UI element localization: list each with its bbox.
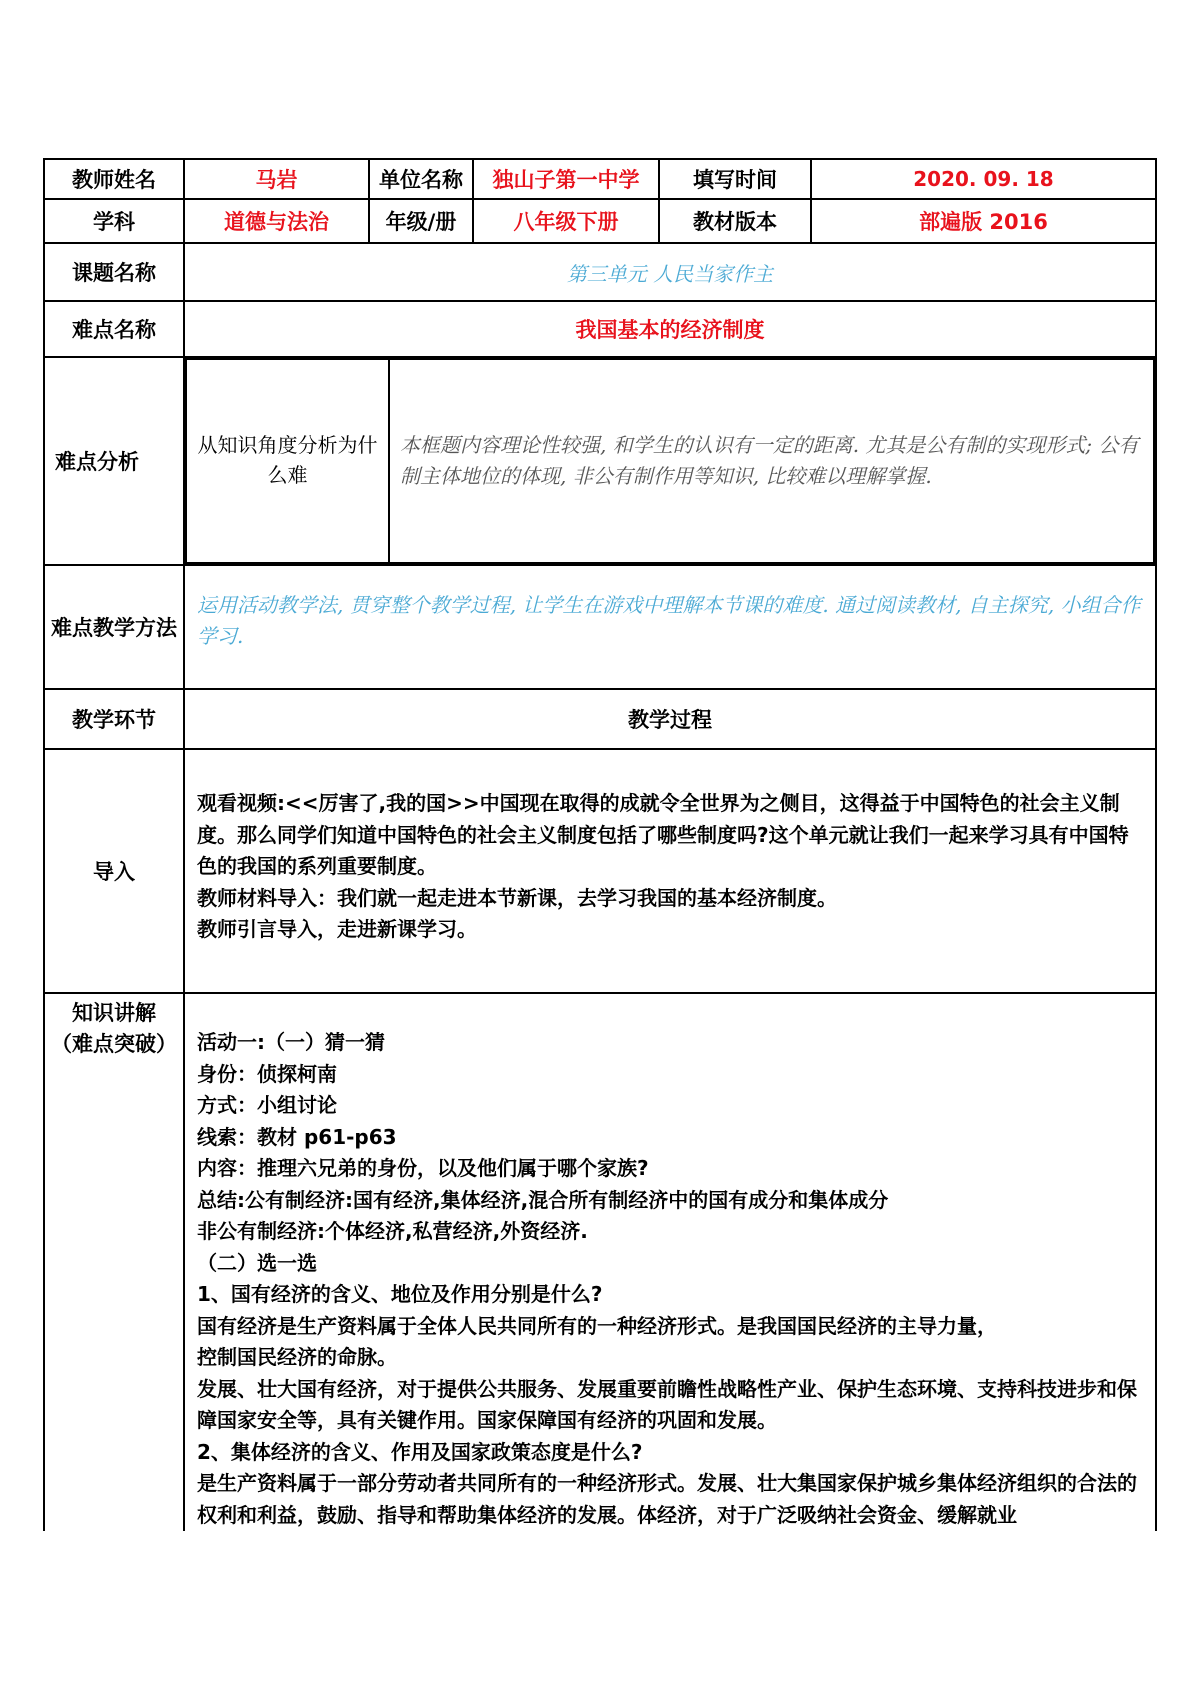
analysis-label: 难点分析: [44, 357, 184, 565]
knowledge-line: 身份：侦探柯南: [197, 1061, 337, 1086]
knowledge-line: 方式：小组讨论: [197, 1093, 337, 1117]
knowledge-label-line2: （难点突破）: [51, 1032, 177, 1056]
method-text: 运用活动教学法, 贯穿整个教学过程, 让学生在游戏中理解本节课的难度. 通过阅读教材, 自主探究, 小组合作学习.: [184, 565, 1156, 689]
method-row: [44, 565, 1156, 689]
date-label: 填写时间: [659, 159, 811, 199]
intro-row: [44, 749, 1156, 993]
topic-value: 第三单元 人民当家作主: [184, 243, 1156, 301]
knowledge-line: 国有经济是生产资料属于全体人民共同所有的一种经济形式。是我国国民经济的主导力量，: [197, 1313, 997, 1338]
analysis-inner: [185, 358, 1155, 564]
knowledge-line: 是生产资料属于一部分劳动者共同所有的一种经济形式。发展、壮大集国家保护城乡集体经济组织的合法的权利和利益，鼓励、指导和帮助集体经济的发展。体经济，对于广泛吸纳社会资金、缓解就业: [197, 1471, 1137, 1527]
teacher-label: 教师姓名: [44, 159, 184, 199]
date-value: 2020. 09. 18: [811, 159, 1156, 199]
lesson-plan-table: [43, 158, 1157, 1531]
knowledge-line: （二）选一选: [197, 1250, 317, 1275]
intro-paragraph-2: 教师材料导入：我们就一起走进本节新课，去学习我国的基本经济制度。: [197, 885, 837, 910]
analysis-row: [44, 357, 1156, 565]
knowledge-label-line1: 知识讲解: [72, 1001, 156, 1025]
knowledge-line: 线索：教材 p61-p63: [197, 1124, 397, 1149]
knowledge-line: 2、集体经济的含义、作用及国家政策态度是什么?: [197, 1439, 643, 1464]
subject-label: 学科: [44, 199, 184, 243]
intro-content: [184, 749, 1156, 993]
grade-value: 八年级下册: [473, 199, 659, 243]
method-label: 难点教学方法: [44, 565, 184, 689]
topic-row: [44, 243, 1156, 301]
header-row-2: [44, 199, 1156, 243]
knowledge-line: 发展、壮大国有经济，对于提供公共服务、发展重要前瞻性战略性产业、保护生态环境、支持科技进步和保障国家安全等，具有关键作用。国家保障国有经济的巩固和发展。: [197, 1376, 1137, 1432]
analysis-sublabel: 从知识角度分析为什么难: [186, 359, 389, 563]
stage-label: 教学环节: [44, 689, 184, 749]
header-row-1: [44, 159, 1156, 199]
intro-label: 导入: [44, 749, 184, 993]
topic-label: 课题名称: [44, 243, 184, 301]
subject-value: 道德与法治: [184, 199, 369, 243]
knowledge-line: 内容：推理六兄弟的身份，以及他们属于哪个家族?: [197, 1156, 649, 1180]
grade-label: 年级/册: [369, 199, 473, 243]
edition-label: 教材版本: [659, 199, 811, 243]
knowledge-line: 控制国民经济的命脉。: [197, 1345, 397, 1369]
difficulty-label: 难点名称: [44, 301, 184, 357]
knowledge-row: [44, 993, 1156, 1531]
intro-paragraph-1: 观看视频:<<厉害了,我的国>>中国现在取得的成就令全世界为之侧目，这得益于中国特色的社会主义制度。那么同学们知道中国特色的社会主义制度包括了哪些制度吗?这个单元就让我们一起来学习具有中国特色的我国的系列重要制度。: [197, 791, 1129, 879]
lesson-plan-sheet: [43, 158, 1155, 1531]
knowledge-line: 活动一:（一）猜一猜: [197, 1030, 385, 1054]
analysis-content: [184, 357, 1156, 565]
teacher-value: 马岩: [184, 159, 369, 199]
process-header-row: [44, 689, 1156, 749]
analysis-text: 本框题内容理论性较强, 和学生的认识有一定的距离. 尤其是公有制的实现形式; 公有制主体地位的体现, 非公有制作用等知识, 比较难以理解掌握.: [389, 359, 1154, 563]
difficulty-value: 我国基本的经济制度: [184, 301, 1156, 357]
knowledge-label: [44, 993, 184, 1531]
unit-label: 单位名称: [369, 159, 473, 199]
difficulty-row: [44, 301, 1156, 357]
unit-value: 独山子第一中学: [473, 159, 659, 199]
process-label: 教学过程: [184, 689, 1156, 749]
knowledge-line: 1、国有经济的含义、地位及作用分别是什么?: [197, 1282, 603, 1306]
intro-paragraph-3: 教师引言导入，走进新课学习。: [197, 917, 477, 942]
knowledge-content: [184, 993, 1156, 1531]
knowledge-line: 非公有制经济:个体经济,私营经济,外资经济.: [197, 1219, 588, 1243]
edition-value: 部遍版 2016: [811, 199, 1156, 243]
knowledge-line: 总结:公有制经济:国有经济,集体经济,混合所有制经济中的国有成分和集体成分: [197, 1187, 889, 1212]
